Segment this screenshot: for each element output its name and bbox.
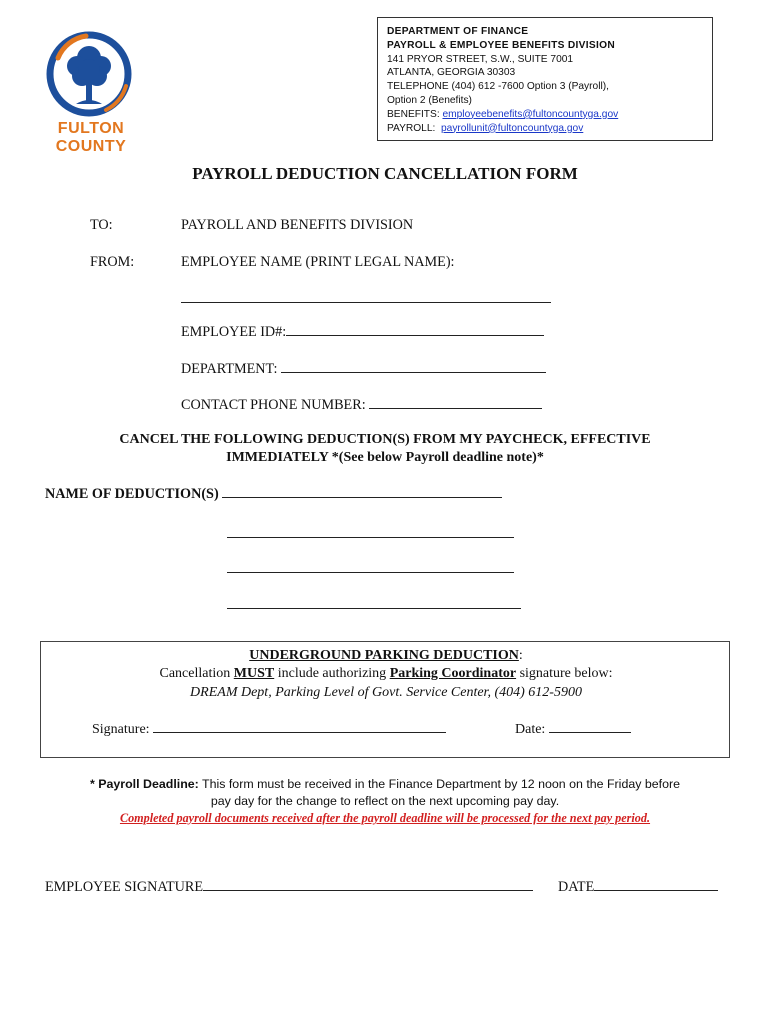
- contact-info-box: [377, 17, 713, 141]
- phone-label: CONTACT PHONE NUMBER:: [181, 397, 366, 413]
- footer-date-field[interactable]: [594, 889, 718, 891]
- cancel-instruction-line2: IMMEDIATELY *(See below Payroll deadline note)*: [226, 450, 544, 465]
- parking-date-field[interactable]: [549, 731, 631, 733]
- employee-name-label: EMPLOYEE NAME (PRINT LEGAL NAME):: [181, 254, 455, 270]
- payroll-email-link[interactable]: payrollunit@fultoncountyga.gov: [440, 122, 584, 134]
- employee-id-label: EMPLOYEE ID#:: [181, 324, 287, 340]
- phone-row: [181, 397, 542, 414]
- parking-heading-row: [41, 648, 731, 664]
- parking-date-row: [515, 722, 631, 738]
- employee-id-row: [181, 324, 544, 341]
- division-name: PAYROLL & EMPLOYEE BENEFITS DIVISION: [387, 39, 615, 51]
- deadline-line1: [0, 776, 770, 793]
- parking-date-label: Date:: [515, 722, 546, 737]
- form-title: PAYROLL DEDUCTION CANCELLATION FORM: [192, 164, 578, 183]
- parking-heading: UNDERGROUND PARKING DEDUCTION: [249, 648, 519, 663]
- logo-county-text: COUNTY: [55, 138, 127, 155]
- parking-coordinator: Parking Coordinator: [389, 666, 517, 681]
- deductions-row: [45, 486, 502, 503]
- cancel-instruction: [0, 431, 770, 467]
- employee-signature-field[interactable]: [203, 889, 533, 891]
- parking-text-mid: include authorizing: [274, 666, 390, 681]
- parking-location: DREAM Dept, Parking Level of Govt. Service Center, (404) 612-5900: [190, 685, 582, 700]
- deductions-label: NAME OF DEDUCTION(S): [45, 486, 219, 502]
- payroll-deadline-note: [0, 776, 770, 810]
- parking-text-post: signature below:: [516, 666, 613, 681]
- to-label: TO:: [90, 217, 113, 233]
- benefits-label: BENEFITS:: [387, 108, 443, 120]
- deduction-field-2[interactable]: [227, 537, 514, 538]
- footer-date-label: DATE: [558, 879, 595, 895]
- footer-date-row: [558, 879, 718, 896]
- department-field[interactable]: [281, 371, 546, 373]
- deadline-text1: This form must be received in the Finance Department by 12 noon on the Friday before: [198, 777, 680, 791]
- parking-text-pre: Cancellation: [159, 666, 234, 681]
- payroll-label: PAYROLL:: [387, 122, 441, 134]
- deadline-line2: pay day for the change to reflect on the next upcoming pay day.: [210, 794, 560, 808]
- employee-signature-row: [45, 879, 533, 896]
- deduction-field-1[interactable]: [222, 496, 502, 498]
- department-label: DEPARTMENT:: [181, 361, 278, 377]
- phone-field[interactable]: [369, 407, 542, 409]
- street-address: 141 PRYOR STREET, S.W., SUITE 7001: [387, 53, 574, 65]
- telephone-options: Option 2 (Benefits): [387, 94, 472, 106]
- employee-id-field[interactable]: [286, 334, 544, 336]
- parking-deduction-box: [40, 641, 730, 758]
- tree-seal-icon: [46, 28, 136, 128]
- from-label: FROM:: [90, 254, 135, 270]
- deduction-field-3[interactable]: [227, 572, 514, 573]
- late-submission-warning: Completed payroll documents received after the payroll deadline will be processed for the next pay period.: [119, 811, 651, 825]
- parking-must: MUST: [233, 666, 275, 681]
- city-address: ATLANTA, GEORGIA 30303: [387, 67, 516, 79]
- logo-fulton-text: FULTON: [57, 120, 125, 137]
- fulton-county-logo: [46, 28, 136, 160]
- to-value: PAYROLL AND BENEFITS DIVISION: [181, 217, 414, 233]
- benefits-contact: [387, 108, 712, 122]
- deduction-field-4[interactable]: [227, 608, 521, 609]
- department-row: [181, 361, 546, 378]
- telephone-info: TELEPHONE (404) 612 -7600 Option 3 (Payroll),: [387, 81, 609, 93]
- benefits-email-link[interactable]: employeebenefits@fultoncountyga.gov: [442, 108, 619, 120]
- parking-signature-label: Signature:: [92, 722, 150, 737]
- parking-heading-colon: :: [518, 648, 523, 663]
- payroll-contact: [387, 122, 712, 136]
- employee-name-field[interactable]: [181, 302, 551, 303]
- deadline-label: * Payroll Deadline:: [89, 777, 199, 791]
- parking-signature-field[interactable]: [153, 731, 446, 733]
- parking-instruction: [41, 666, 731, 682]
- cancel-instruction-line1: CANCEL THE FOLLOWING DEDUCTION(S) FROM MY PAYCHECK, EFFECTIVE: [119, 432, 651, 447]
- parking-signature-row: [92, 722, 446, 738]
- employee-signature-label: EMPLOYEE SIGNATURE: [45, 879, 204, 895]
- department-name: DEPARTMENT OF FINANCE: [387, 26, 529, 37]
